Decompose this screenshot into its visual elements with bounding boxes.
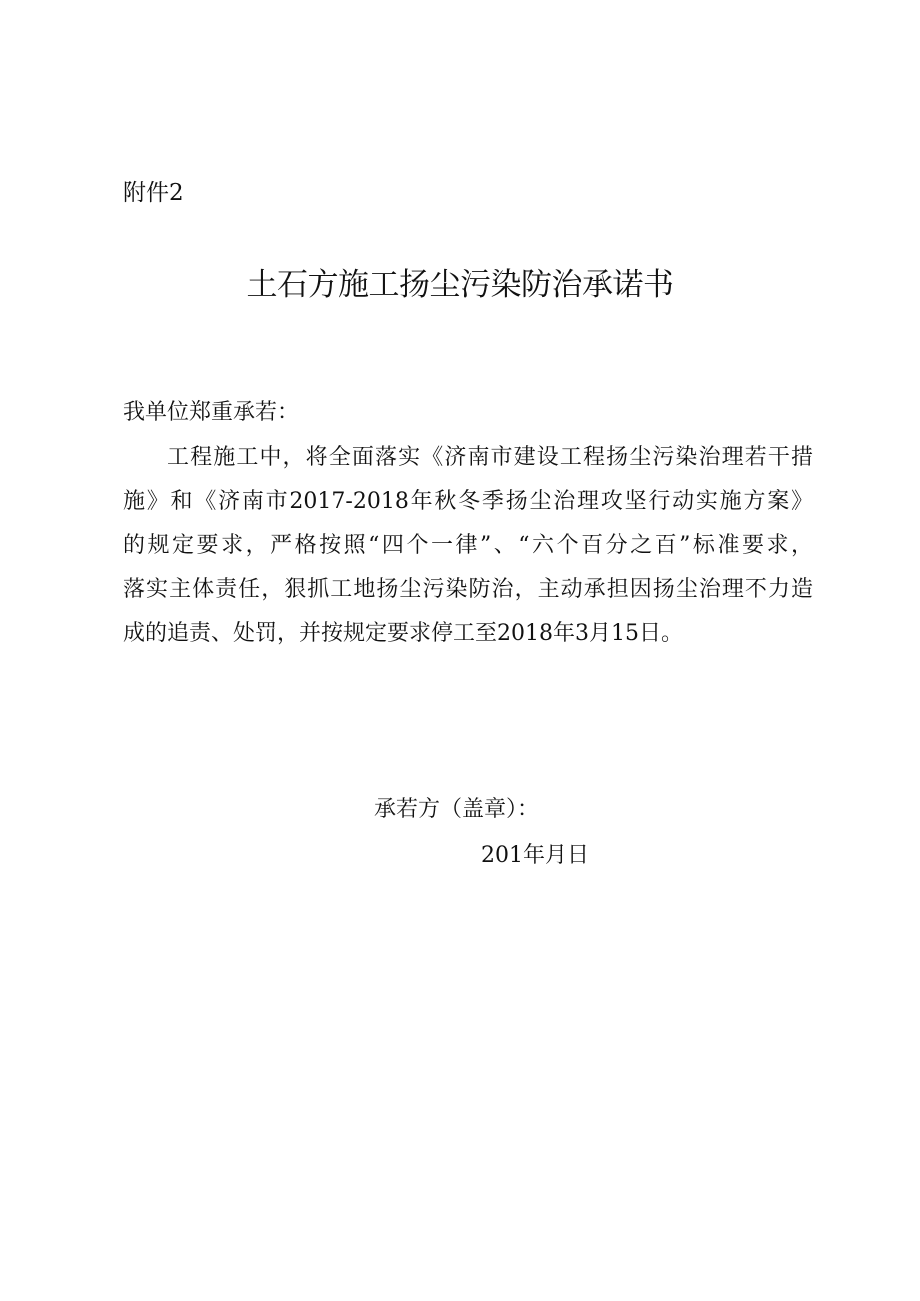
body-line-2: 施》和《济南市2017-2018年秋冬季扬尘治理攻坚行动实施方案》 — [123, 489, 813, 514]
body-line-3: 的规定要求，严格按照“四个一律”、“六个百分之百”标准要求， — [123, 533, 813, 558]
body-line-4: 落实主体责任，狠抓工地扬尘污染防治，主动承担因扬尘治理不力造 — [123, 577, 813, 602]
attachment-label: 附件2 — [123, 180, 184, 206]
body-line-5: 成的追责、处罚，并按规定要求停工至2018年3月15日。 — [123, 621, 683, 646]
body-line-1: 工程施工中，将全面落实《济南市建设工程扬尘污染治理若干措 — [167, 445, 813, 470]
salutation: 我单位郑重承若： — [123, 400, 300, 425]
signer-label: 承若方（盖章）： — [374, 797, 540, 822]
date-label: 201年月日 — [481, 843, 589, 868]
page-title: 土石方施工扬尘污染防治承诺书 — [246, 267, 674, 303]
